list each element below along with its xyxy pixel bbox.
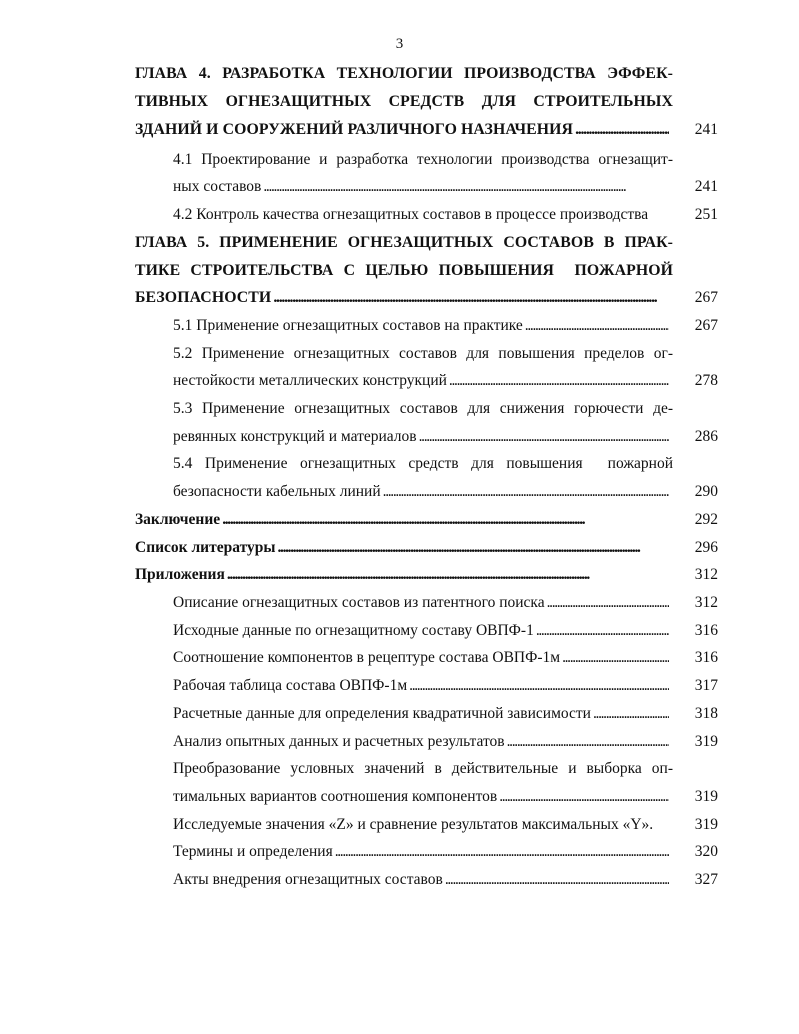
appendix-item-5: Расчетные данные для определения квадратичной зависимости . . . (173, 704, 669, 724)
section-5-4-line-1: 5.4 Применение огнезащитных средств для повышения пожарной (173, 455, 673, 472)
appendix-item-10-page: 327 (694, 871, 718, 888)
appendix-item-8: Исследуемые значения «Z» и сравнение результатов максимальных «Y». (173, 816, 654, 833)
appendix-item-7-line-2: тимальных вариантов соотношения компонентов . . . (173, 787, 669, 807)
section-4-1-line-2: ных составов . . . (173, 177, 669, 197)
chapter-5-heading-line-2: ТИКЕ СТРОИТЕЛЬСТВА С ЦЕЛЬЮ ПОВЫШЕНИЯ ПОЖАРНОЙ (135, 262, 673, 279)
section-4-1-line-1: 4.1 Проектирование и разработка технологии производства огнезащит- (173, 151, 673, 168)
appendix-item-9-page: 320 (694, 843, 718, 860)
chapter-5-heading-line-1: ГЛАВА 5. ПРИМЕНЕНИЕ ОГНЕЗАЩИТНЫХ СОСТАВОВ В ПРАК- (135, 234, 673, 251)
appendix-item-9: Термины и определения . . . (173, 842, 669, 862)
page-number: 3 (395, 36, 404, 52)
appendices: Приложения . . . (135, 565, 669, 585)
section-5-3-line-2: ревянных конструкций и материалов . . . (173, 427, 669, 447)
appendix-item-6: Анализ опытных данных и расчетных результатов . . . (173, 732, 669, 752)
appendix-item-1: Описание огнезащитных составов из патентного поиска . . . (173, 593, 669, 613)
conclusion-page: 292 (694, 511, 718, 528)
appendix-item-1-page: 312 (694, 594, 718, 611)
section-5-1: 5.1 Применение огнезащитных составов на практике . . . (173, 316, 669, 336)
section-5-2-line-2: нестойкости металлических конструкций . . . (173, 371, 669, 391)
appendix-item-4: Рабочая таблица состава ОВПФ-1м . . . (173, 676, 669, 696)
section-5-3-line-1: 5.3 Применение огнезащитных составов для снижения горючести де- (173, 400, 673, 417)
section-5-2-line-1: 5.2 Применение огнезащитных составов для повышения пределов ог- (173, 345, 673, 362)
section-4-1-page: 241 (694, 178, 718, 195)
conclusion: Заключение . . . (135, 510, 669, 530)
chapter-4-heading-line-3: ЗДАНИЙ И СООРУЖЕНИЙ РАЗЛИЧНОГО НАЗНАЧЕНИЯ . . . (135, 120, 669, 140)
chapter-4-heading-line-2: ТИВНЫХ ОГНЕЗАЩИТНЫХ СРЕДСТВ ДЛЯ СТРОИТЕЛЬНЫХ (135, 93, 673, 110)
appendices-page: 312 (694, 566, 718, 583)
appendix-item-5-page: 318 (694, 705, 718, 722)
appendix-item-6-page: 319 (694, 733, 718, 750)
section-5-2-page: 278 (694, 372, 718, 389)
appendix-item-3-page: 316 (694, 649, 718, 666)
chapter-5-heading-line-3: БЕЗОПАСНОСТИ . . . (135, 288, 669, 308)
references: Список литературы . . . (135, 538, 669, 558)
appendix-item-10: Акты внедрения огнезащитных составов . . . (173, 870, 669, 890)
section-5-4-line-2: безопасности кабельных линий . . . (173, 482, 669, 502)
chapter-4-page: 241 (694, 121, 718, 138)
chapter-5-page: 267 (694, 289, 718, 306)
section-4-2: 4.2 Контроль качества огнезащитных составов в процессе производства (173, 206, 649, 223)
chapter-4-heading-line-1: ГЛАВА 4. РАЗРАБОТКА ТЕХНОЛОГИИ ПРОИЗВОДСТВА ЭФФЕК- (135, 65, 673, 82)
section-5-3-page: 286 (694, 428, 718, 445)
section-5-1-page: 267 (694, 317, 718, 334)
appendix-item-4-page: 317 (694, 677, 718, 694)
appendix-item-8-page: 319 (694, 816, 718, 833)
section-5-4-page: 290 (694, 483, 718, 500)
section-4-2-page: 251 (694, 206, 718, 223)
appendix-item-3: Соотношение компонентов в рецептуре состава ОВПФ-1м . . . (173, 648, 669, 668)
appendix-item-2-page: 316 (694, 622, 718, 639)
appendix-item-7-page: 319 (694, 788, 718, 805)
references-page: 296 (694, 539, 718, 556)
appendix-item-2: Исходные данные по огнезащитному составу ОВПФ-1 . . . (173, 621, 669, 641)
appendix-item-7-line-1: Преобразование условных значений в действительные и выборка оп- (173, 760, 673, 777)
